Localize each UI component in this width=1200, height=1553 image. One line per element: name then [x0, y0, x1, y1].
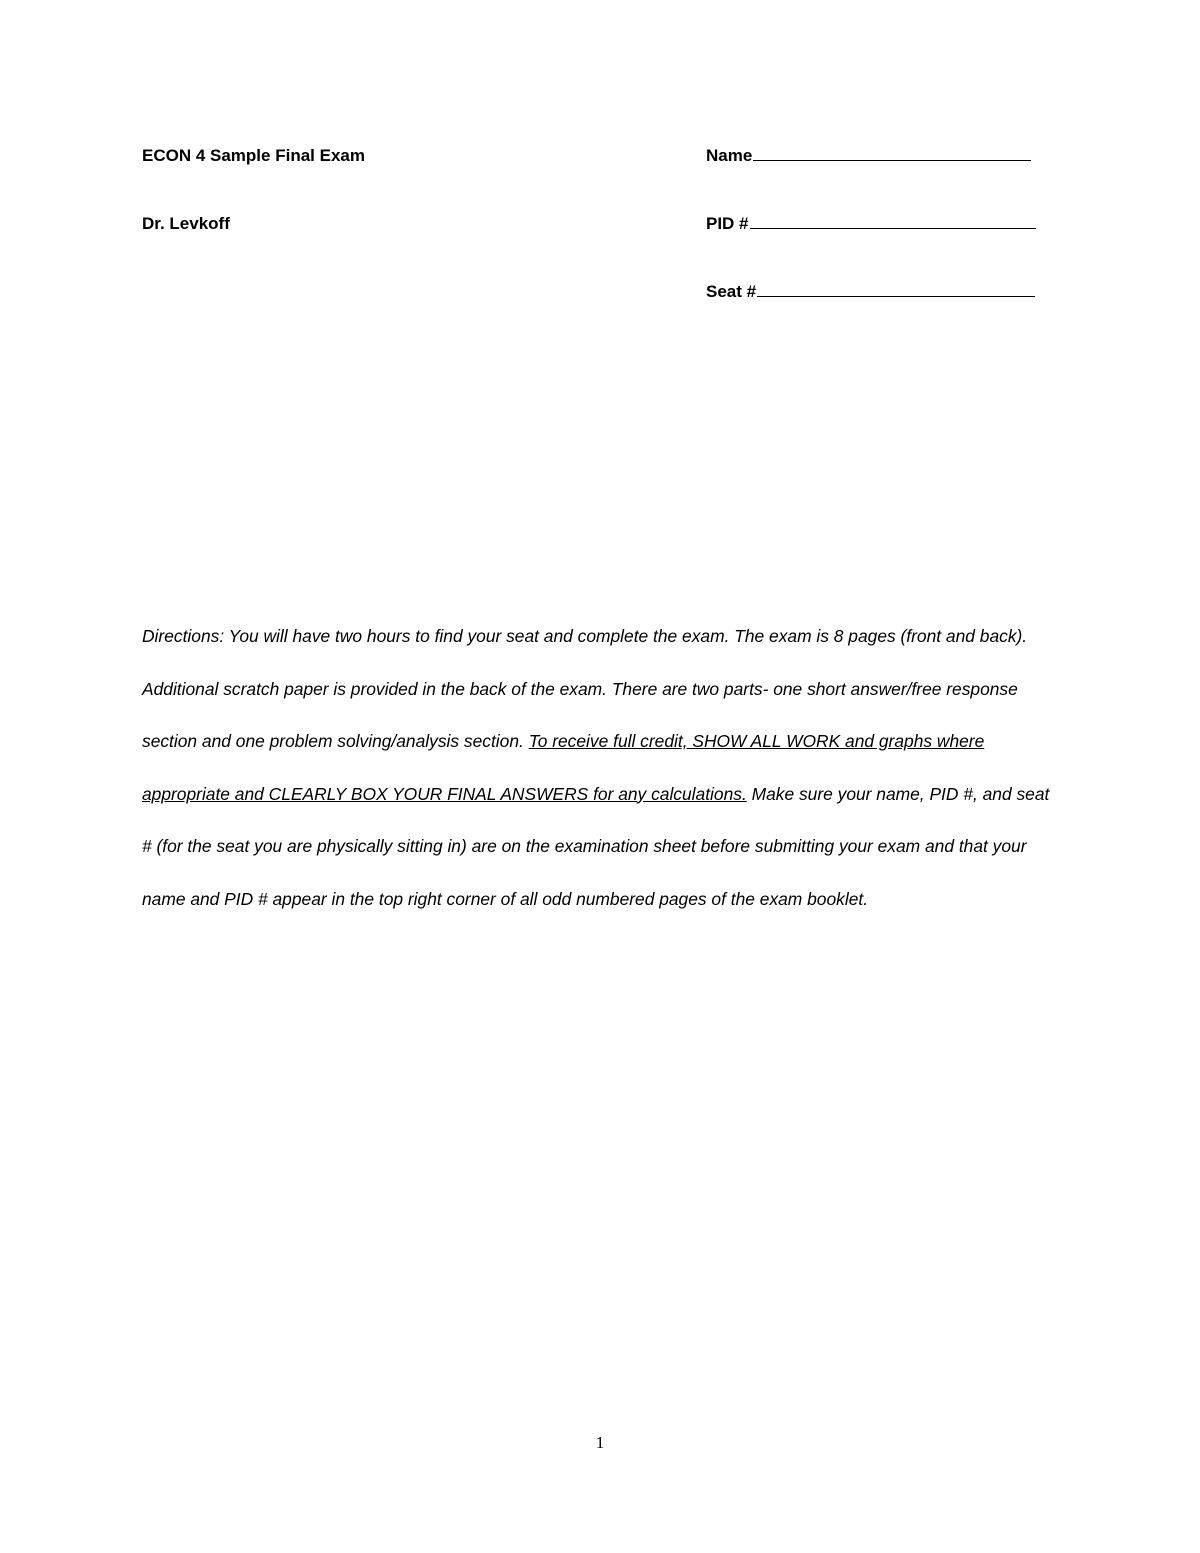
pid-field [706, 214, 1036, 234]
seat-field [706, 282, 1035, 302]
course-title: ECON 4 Sample Final Exam [142, 146, 365, 165]
directions-text-2: Make sure your name, PID #, and seat # (for the seat you are physically sitting in) are on the examination sheet before submitting your exam and that your name and PID # appear in the top right corner of all odd numbered pages of the exam booklet. [142, 783, 1050, 909]
seat-label: Seat # [706, 282, 757, 301]
seat-blank-line [757, 282, 1035, 297]
directions-lead: Directions: [142, 626, 225, 646]
pid-blank-line [750, 214, 1036, 229]
instructor-name: Dr. Levkoff [142, 214, 230, 233]
page-number: 1 [595, 1433, 605, 1452]
name-label: Name [706, 146, 753, 165]
name-blank-line [753, 146, 1031, 161]
exam-directions [142, 610, 1062, 925]
name-field [706, 146, 1031, 166]
directions-emphasis: To receive full credit, SHOW ALL WORK and graphs where appropriate and CLEARLY BOX YOUR FINAL ANSWERS for any calculations. [142, 731, 985, 804]
pid-label: PID # [706, 214, 749, 233]
directions-text-1: You will have two hours to find your seat and complete the exam. The exam is 8 pages (front and back). Additional scratch paper is provided in the back of the exam. There are two parts- one short answer/free response section and one problem solving/analysis section. [142, 626, 1028, 751]
